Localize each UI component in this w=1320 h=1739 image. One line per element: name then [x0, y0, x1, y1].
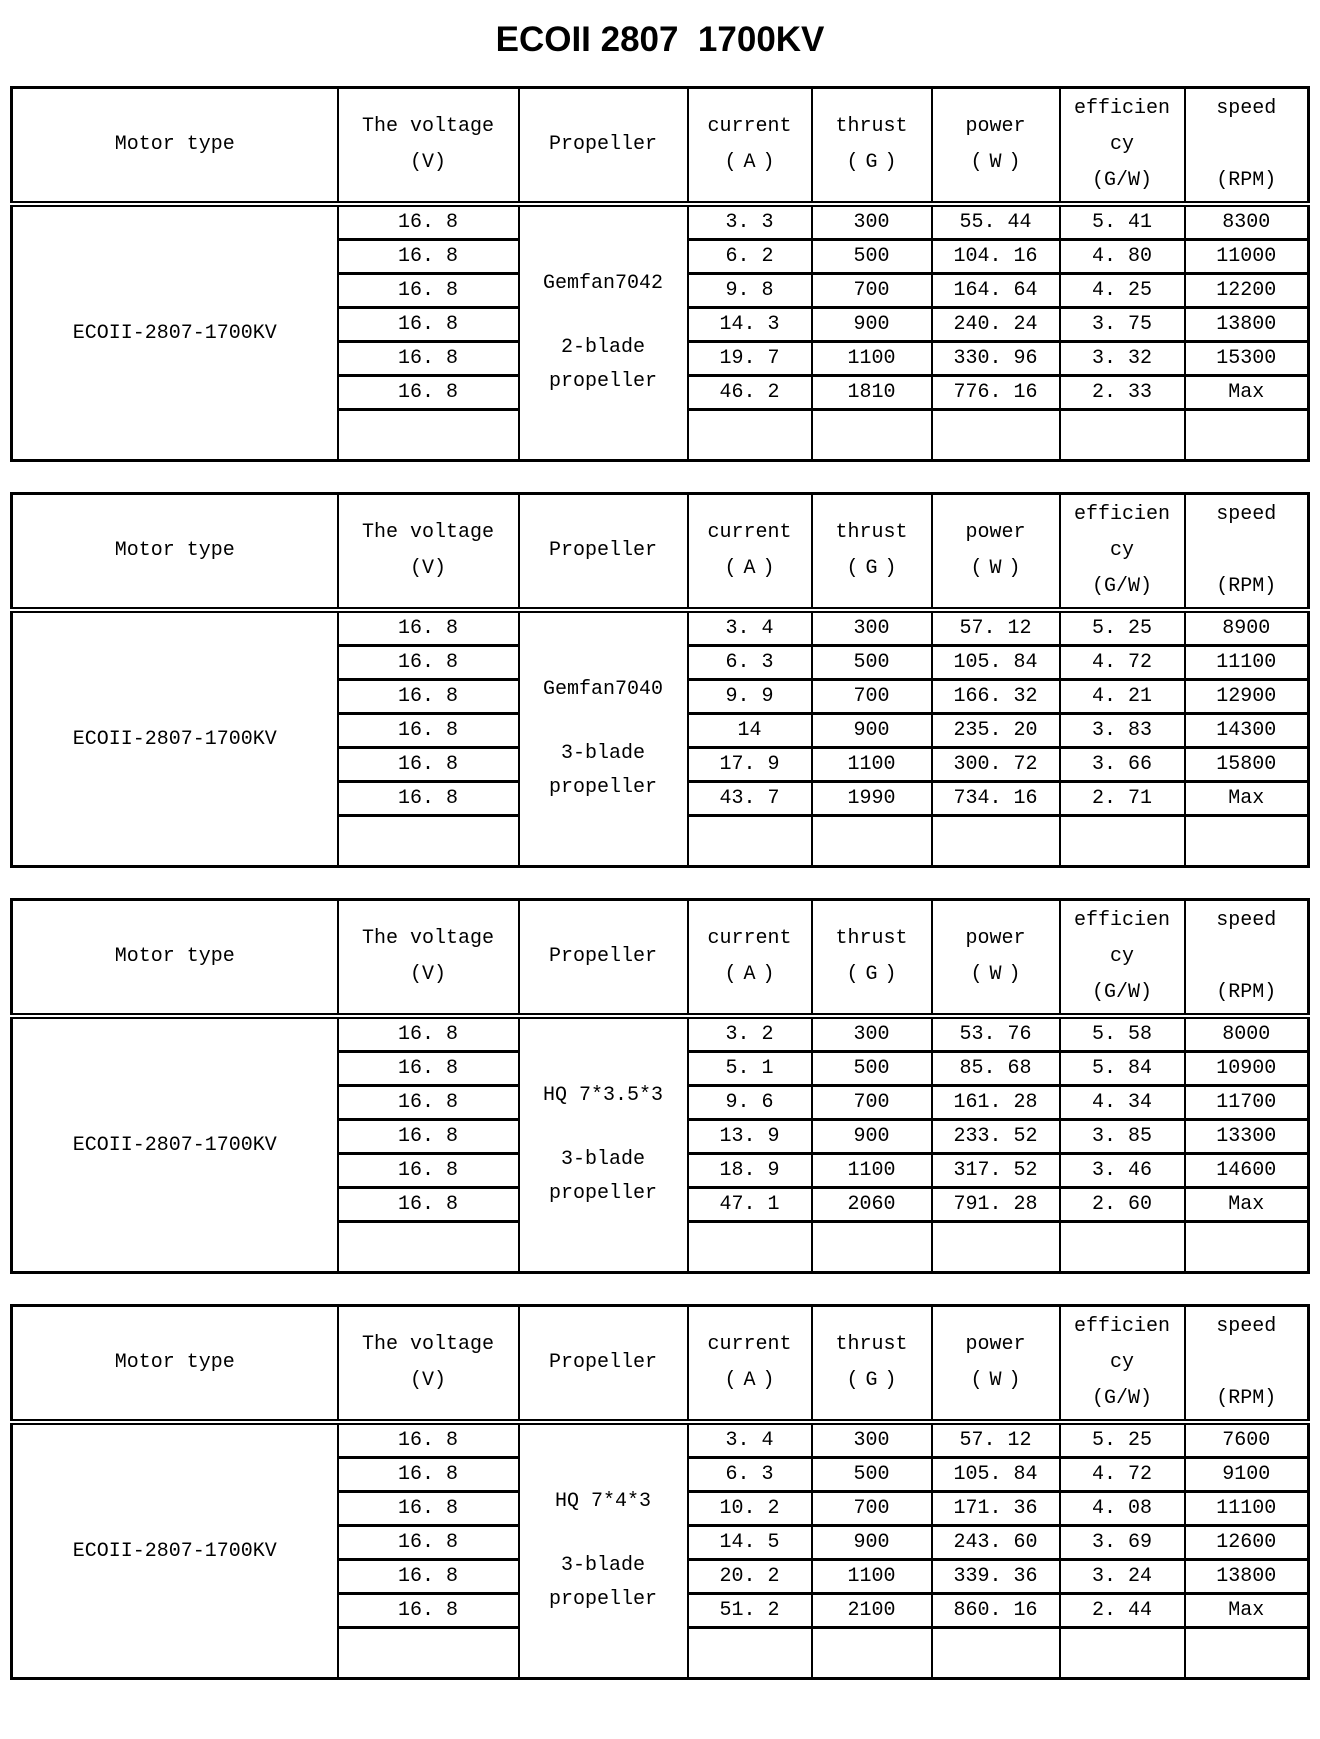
current-cell: 43. 7 — [688, 782, 812, 816]
col-header-current: current (A) — [688, 88, 812, 205]
efficiency-cell: 3. 69 — [1060, 1526, 1185, 1560]
efficiency-cell: 3. 24 — [1060, 1560, 1185, 1594]
col-header-power: power (W) — [932, 1306, 1060, 1423]
power-cell: 171. 36 — [932, 1492, 1060, 1526]
thrust-cell: 500 — [812, 1052, 932, 1086]
speed-cell: 8000 — [1185, 1016, 1309, 1052]
current-cell: 6. 3 — [688, 646, 812, 680]
empty-cell — [338, 1222, 519, 1273]
page-title: ECOII 2807 1700KV — [495, 20, 825, 59]
speed-cell: 14600 — [1185, 1154, 1309, 1188]
thrust-cell: 300 — [812, 1422, 932, 1458]
propeller-type-line2: propeller — [548, 1588, 658, 1611]
propeller-type-line1: 2-blade — [560, 336, 645, 359]
data-row — [12, 1016, 1309, 1052]
thrust-cell: 700 — [812, 274, 932, 308]
speed-cell: Max — [1185, 782, 1309, 816]
current-cell: 47. 1 — [688, 1188, 812, 1222]
thrust-cell: 300 — [812, 204, 932, 240]
propeller-cell — [519, 204, 688, 461]
current-cell: 3. 4 — [688, 1422, 812, 1458]
current-cell: 9. 8 — [688, 274, 812, 308]
power-cell: 860. 16 — [932, 1594, 1060, 1628]
speed-cell: 11100 — [1185, 646, 1309, 680]
spec-table-1 — [10, 86, 1310, 462]
empty-cell — [338, 410, 519, 461]
thrust-cell: 1990 — [812, 782, 932, 816]
voltage-cell: 16. 8 — [338, 748, 519, 782]
speed-cell: 11700 — [1185, 1086, 1309, 1120]
power-cell: 105. 84 — [932, 646, 1060, 680]
power-cell: 339. 36 — [932, 1560, 1060, 1594]
current-cell: 6. 3 — [688, 1458, 812, 1492]
thrust-cell: 1100 — [812, 748, 932, 782]
thrust-cell: 900 — [812, 714, 932, 748]
power-cell: 105. 84 — [932, 1458, 1060, 1492]
col-header-thrust: thrust (G) — [812, 494, 932, 611]
speed-cell: 9100 — [1185, 1458, 1309, 1492]
power-cell: 791. 28 — [932, 1188, 1060, 1222]
efficiency-cell: 4. 72 — [1060, 646, 1185, 680]
propeller-type-line1: 3-blade — [560, 742, 645, 765]
empty-cell — [338, 1628, 519, 1679]
empty-cell — [812, 410, 932, 461]
current-cell: 9. 6 — [688, 1086, 812, 1120]
motor-type-cell: ECOII-2807-1700KV — [12, 1422, 338, 1679]
col-header-voltage: The voltage (V) — [338, 88, 519, 205]
col-header-speed: speed (RPM) — [1185, 494, 1309, 611]
speed-cell: 15800 — [1185, 748, 1309, 782]
empty-cell — [1060, 410, 1185, 461]
col-header-propeller: Propeller — [519, 1306, 688, 1423]
efficiency-cell: 4. 72 — [1060, 1458, 1185, 1492]
col-header-power: power (W) — [932, 900, 1060, 1017]
thrust-cell: 700 — [812, 1492, 932, 1526]
power-cell: 57. 12 — [932, 610, 1060, 646]
col-header-thrust: thrust (G) — [812, 900, 932, 1017]
header-row — [12, 1306, 1309, 1423]
motor-type-cell: ECOII-2807-1700KV — [12, 1016, 338, 1273]
propeller-type-line2: propeller — [548, 1182, 658, 1205]
thrust-cell: 900 — [812, 1526, 932, 1560]
thrust-cell: 1100 — [812, 342, 932, 376]
current-cell: 3. 2 — [688, 1016, 812, 1052]
propeller-cell — [519, 1422, 688, 1679]
voltage-cell: 16. 8 — [338, 646, 519, 680]
power-cell: 317. 52 — [932, 1154, 1060, 1188]
voltage-cell: 16. 8 — [338, 1526, 519, 1560]
voltage-cell: 16. 8 — [338, 1016, 519, 1052]
propeller-cell — [519, 610, 688, 867]
current-cell: 13. 9 — [688, 1120, 812, 1154]
col-header-motor-type: Motor type — [12, 900, 338, 1017]
efficiency-cell: 4. 34 — [1060, 1086, 1185, 1120]
col-header-current: current (A) — [688, 494, 812, 611]
voltage-cell: 16. 8 — [338, 1422, 519, 1458]
speed-cell: 8900 — [1185, 610, 1309, 646]
voltage-cell: 16. 8 — [338, 308, 519, 342]
power-cell: 53. 76 — [932, 1016, 1060, 1052]
power-cell: 776. 16 — [932, 376, 1060, 410]
current-cell: 14 — [688, 714, 812, 748]
data-row — [12, 1422, 1309, 1458]
speed-cell: 12900 — [1185, 680, 1309, 714]
power-cell: 240. 24 — [932, 308, 1060, 342]
empty-cell — [688, 1628, 812, 1679]
empty-cell — [1185, 410, 1309, 461]
propeller-cell — [519, 1016, 688, 1273]
speed-cell: 10900 — [1185, 1052, 1309, 1086]
thrust-cell: 2060 — [812, 1188, 932, 1222]
efficiency-cell: 3. 83 — [1060, 714, 1185, 748]
speed-cell: Max — [1185, 1188, 1309, 1222]
speed-cell: 13300 — [1185, 1120, 1309, 1154]
power-cell: 235. 20 — [932, 714, 1060, 748]
empty-cell — [812, 1628, 932, 1679]
current-cell: 19. 7 — [688, 342, 812, 376]
speed-cell: 8300 — [1185, 204, 1309, 240]
power-cell: 734. 16 — [932, 782, 1060, 816]
power-cell: 161. 28 — [932, 1086, 1060, 1120]
efficiency-cell: 2. 44 — [1060, 1594, 1185, 1628]
col-header-voltage: The voltage (V) — [338, 1306, 519, 1423]
voltage-cell: 16. 8 — [338, 1086, 519, 1120]
data-row — [12, 610, 1309, 646]
empty-cell — [1060, 1222, 1185, 1273]
current-cell: 20. 2 — [688, 1560, 812, 1594]
propeller-type-line2: propeller — [548, 370, 658, 393]
power-cell: 300. 72 — [932, 748, 1060, 782]
efficiency-cell: 4. 25 — [1060, 274, 1185, 308]
col-header-power: power (W) — [932, 494, 1060, 611]
propeller-type-line1: 3-blade — [560, 1148, 645, 1171]
propeller-model: HQ 7*3.5*3 — [542, 1084, 664, 1107]
header-row — [12, 494, 1309, 611]
thrust-cell: 500 — [812, 1458, 932, 1492]
voltage-cell: 16. 8 — [338, 1154, 519, 1188]
speed-cell: 7600 — [1185, 1422, 1309, 1458]
efficiency-cell: 3. 46 — [1060, 1154, 1185, 1188]
voltage-cell: 16. 8 — [338, 1052, 519, 1086]
propeller-model: Gemfan7042 — [542, 272, 664, 295]
current-cell: 14. 3 — [688, 308, 812, 342]
col-header-efficiency: efficien cy (G/W) — [1060, 88, 1185, 205]
voltage-cell: 16. 8 — [338, 1594, 519, 1628]
voltage-cell: 16. 8 — [338, 1120, 519, 1154]
current-cell: 51. 2 — [688, 1594, 812, 1628]
thrust-cell: 900 — [812, 308, 932, 342]
col-header-speed: speed (RPM) — [1185, 900, 1309, 1017]
speed-cell: 13800 — [1185, 1560, 1309, 1594]
voltage-cell: 16. 8 — [338, 680, 519, 714]
current-cell: 14. 5 — [688, 1526, 812, 1560]
power-cell: 85. 68 — [932, 1052, 1060, 1086]
efficiency-cell: 5. 25 — [1060, 610, 1185, 646]
voltage-cell: 16. 8 — [338, 1492, 519, 1526]
col-header-motor-type-label: Motor type — [114, 133, 235, 156]
power-cell: 166. 32 — [932, 680, 1060, 714]
col-header-propeller: Propeller — [519, 494, 688, 611]
power-cell: 164. 64 — [932, 274, 1060, 308]
efficiency-cell: 2. 33 — [1060, 376, 1185, 410]
voltage-cell: 16. 8 — [338, 240, 519, 274]
empty-cell — [932, 1628, 1060, 1679]
col-header-efficiency: efficien cy (G/W) — [1060, 494, 1185, 611]
efficiency-cell: 2. 60 — [1060, 1188, 1185, 1222]
col-header-motor-type — [12, 88, 338, 205]
col-header-efficiency: efficien cy (G/W) — [1060, 1306, 1185, 1423]
empty-cell — [812, 816, 932, 867]
thrust-cell: 500 — [812, 240, 932, 274]
speed-cell: 12200 — [1185, 274, 1309, 308]
empty-cell — [812, 1222, 932, 1273]
header-row — [12, 900, 1309, 1017]
thrust-cell: 1810 — [812, 376, 932, 410]
efficiency-cell: 3. 75 — [1060, 308, 1185, 342]
header-row — [12, 88, 1309, 205]
empty-cell — [1060, 1628, 1185, 1679]
thrust-cell: 1100 — [812, 1154, 932, 1188]
current-cell: 46. 2 — [688, 376, 812, 410]
voltage-cell: 16. 8 — [338, 274, 519, 308]
empty-cell — [688, 410, 812, 461]
empty-cell — [932, 1222, 1060, 1273]
efficiency-cell: 4. 21 — [1060, 680, 1185, 714]
efficiency-cell: 5. 25 — [1060, 1422, 1185, 1458]
col-header-efficiency: efficien cy (G/W) — [1060, 900, 1185, 1017]
spec-table-4 — [10, 1304, 1310, 1680]
empty-cell — [1060, 816, 1185, 867]
speed-cell: 12600 — [1185, 1526, 1309, 1560]
speed-cell: Max — [1185, 376, 1309, 410]
voltage-cell: 16. 8 — [338, 1560, 519, 1594]
motor-type-cell: ECOII-2807-1700KV — [12, 610, 338, 867]
current-cell: 10. 2 — [688, 1492, 812, 1526]
col-header-motor-type: Motor type — [12, 494, 338, 611]
voltage-cell: 16. 8 — [338, 376, 519, 410]
current-cell: 9. 9 — [688, 680, 812, 714]
voltage-cell: 16. 8 — [338, 204, 519, 240]
empty-cell — [688, 816, 812, 867]
empty-cell — [688, 1222, 812, 1273]
thrust-cell: 700 — [812, 1086, 932, 1120]
empty-cell — [1185, 816, 1309, 867]
empty-cell — [1185, 1222, 1309, 1273]
voltage-cell: 16. 8 — [338, 1188, 519, 1222]
col-header-speed: speed (RPM) — [1185, 1306, 1309, 1423]
col-header-power: power (W) — [932, 88, 1060, 205]
propeller-model: Gemfan7040 — [542, 678, 664, 701]
speed-cell: 11000 — [1185, 240, 1309, 274]
efficiency-cell: 3. 85 — [1060, 1120, 1185, 1154]
efficiency-cell: 4. 80 — [1060, 240, 1185, 274]
data-row — [12, 204, 1309, 240]
power-cell: 243. 60 — [932, 1526, 1060, 1560]
col-header-voltage: The voltage (V) — [338, 900, 519, 1017]
thrust-cell: 1100 — [812, 1560, 932, 1594]
col-header-voltage: The voltage (V) — [338, 494, 519, 611]
voltage-cell: 16. 8 — [338, 782, 519, 816]
efficiency-cell: 5. 58 — [1060, 1016, 1185, 1052]
thrust-cell: 500 — [812, 646, 932, 680]
speed-cell: Max — [1185, 1594, 1309, 1628]
col-header-propeller: Propeller — [519, 88, 688, 205]
col-header-thrust: thrust (G) — [812, 88, 932, 205]
current-cell: 3. 4 — [688, 610, 812, 646]
efficiency-cell: 4. 08 — [1060, 1492, 1185, 1526]
thrust-cell: 300 — [812, 1016, 932, 1052]
voltage-cell: 16. 8 — [338, 610, 519, 646]
col-header-motor-type: Motor type — [12, 1306, 338, 1423]
speed-cell: 15300 — [1185, 342, 1309, 376]
propeller-type-line1: 3-blade — [560, 1554, 645, 1577]
voltage-cell: 16. 8 — [338, 714, 519, 748]
col-header-current: current (A) — [688, 900, 812, 1017]
thrust-cell: 300 — [812, 610, 932, 646]
power-cell: 104. 16 — [932, 240, 1060, 274]
efficiency-cell: 3. 32 — [1060, 342, 1185, 376]
spec-table-2 — [10, 492, 1310, 868]
current-cell: 17. 9 — [688, 748, 812, 782]
current-cell: 18. 9 — [688, 1154, 812, 1188]
propeller-model: HQ 7*4*3 — [554, 1490, 651, 1513]
thrust-cell: 700 — [812, 680, 932, 714]
col-header-thrust: thrust (G) — [812, 1306, 932, 1423]
power-cell: 233. 52 — [932, 1120, 1060, 1154]
thrust-cell: 900 — [812, 1120, 932, 1154]
efficiency-cell: 5. 84 — [1060, 1052, 1185, 1086]
efficiency-cell: 2. 71 — [1060, 782, 1185, 816]
empty-cell — [932, 410, 1060, 461]
current-cell: 5. 1 — [688, 1052, 812, 1086]
spec-table-3 — [10, 898, 1310, 1274]
voltage-cell: 16. 8 — [338, 1458, 519, 1492]
power-cell: 55. 44 — [932, 204, 1060, 240]
empty-cell — [932, 816, 1060, 867]
col-header-current: current (A) — [688, 1306, 812, 1423]
power-cell: 330. 96 — [932, 342, 1060, 376]
motor-type-cell: ECOII-2807-1700KV — [12, 204, 338, 461]
voltage-cell: 16. 8 — [338, 342, 519, 376]
efficiency-cell: 5. 41 — [1060, 204, 1185, 240]
current-cell: 6. 2 — [688, 240, 812, 274]
thrust-cell: 2100 — [812, 1594, 932, 1628]
efficiency-cell: 3. 66 — [1060, 748, 1185, 782]
col-header-propeller: Propeller — [519, 900, 688, 1017]
speed-cell: 13800 — [1185, 308, 1309, 342]
col-header-speed: speed (RPM) — [1185, 88, 1309, 205]
speed-cell: 11100 — [1185, 1492, 1309, 1526]
empty-cell — [338, 816, 519, 867]
propeller-type-line2: propeller — [548, 776, 658, 799]
current-cell: 3. 3 — [688, 204, 812, 240]
power-cell: 57. 12 — [932, 1422, 1060, 1458]
speed-cell: 14300 — [1185, 714, 1309, 748]
empty-cell — [1185, 1628, 1309, 1679]
